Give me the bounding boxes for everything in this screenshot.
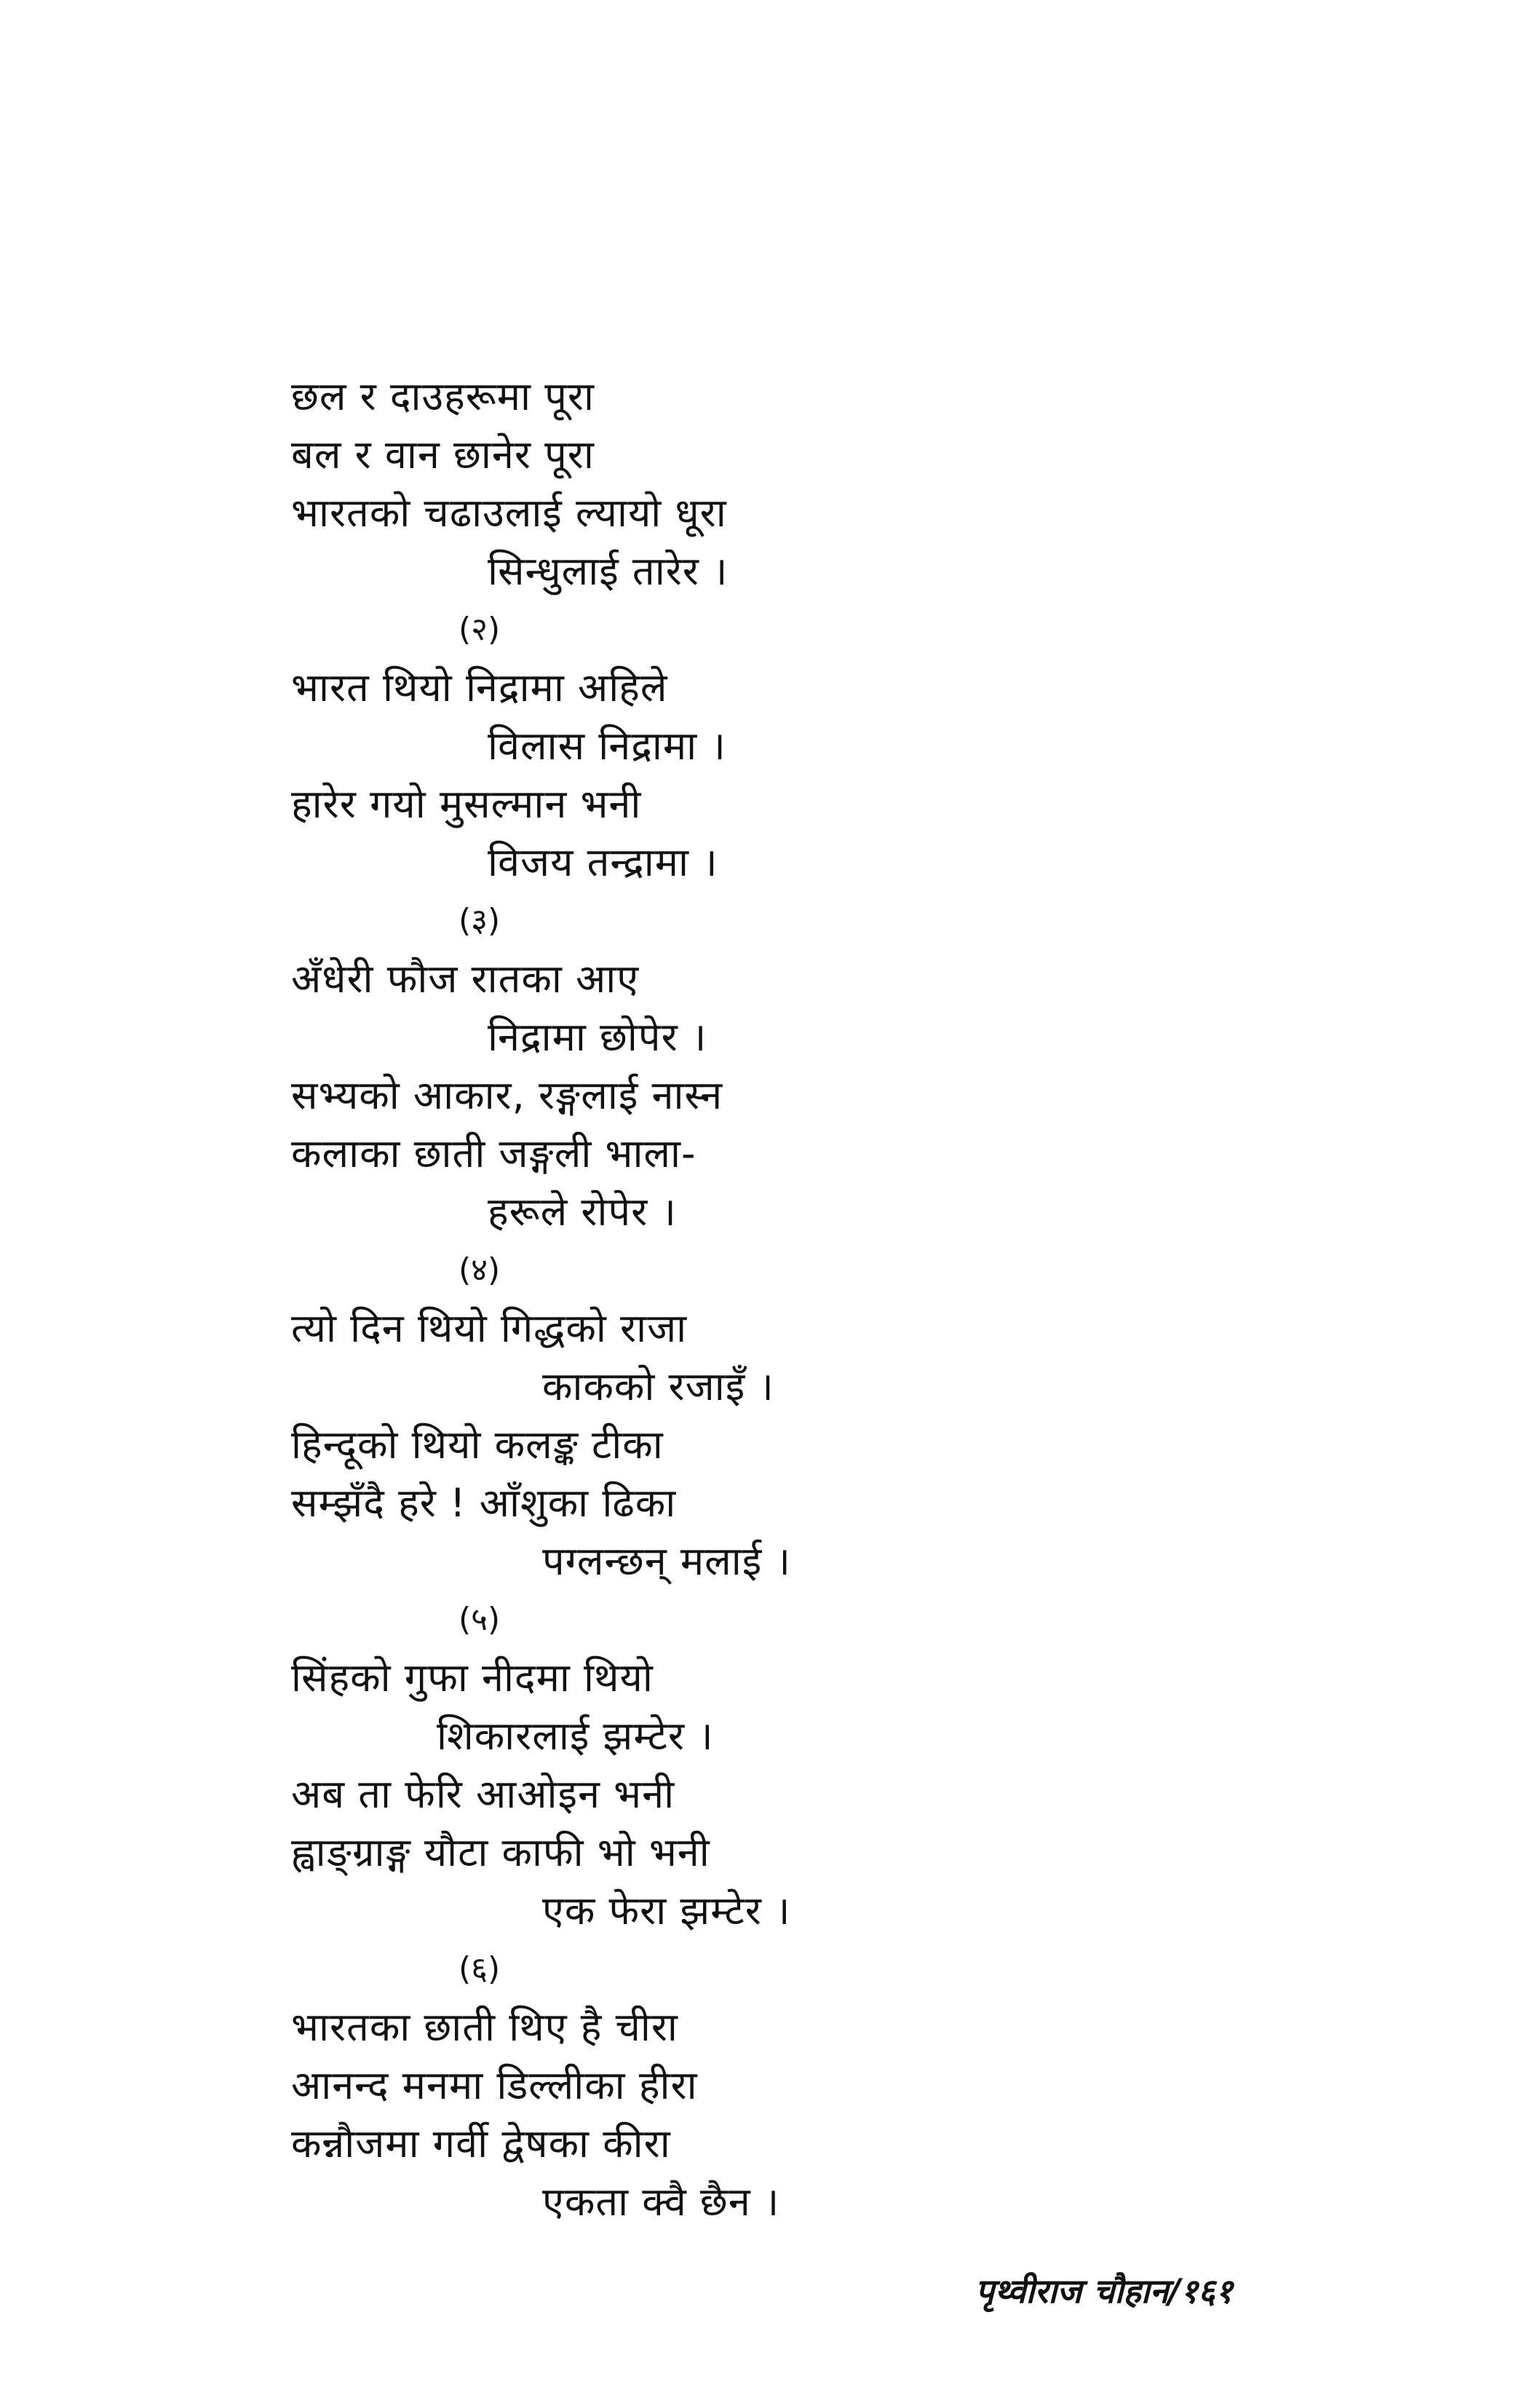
poem-line: विजय तन्द्रामा । xyxy=(488,839,718,885)
poem-line: शिकारलाई झम्टेर । xyxy=(437,1713,714,1759)
poem-line: कलाका छाती जङ्गली भाला- xyxy=(291,1131,696,1176)
poem-line: सिंहको गुफा नीदमा थियो xyxy=(291,1655,654,1701)
poem-line: भारतको चढाउलाई ल्यायो धूरा xyxy=(291,490,727,536)
poem-line: आनन्द मनमा डिल्लीका हीरा xyxy=(291,2062,698,2108)
poem-line: अब ता फेरि आओइन भनी xyxy=(291,1771,675,1817)
stanza-number: (३) xyxy=(459,902,501,939)
stanza-number: (५) xyxy=(459,1601,501,1638)
poem-line: बल र वान छानेर पूरा xyxy=(291,432,595,478)
poem-line: हिन्दूको थियो कलङ्क टीका xyxy=(291,1422,664,1468)
poem-line: पग्लन्छन् मलाई । xyxy=(542,1538,791,1584)
poem-line: सभ्यको आकार, रङ्गलाई नास्न xyxy=(291,1072,723,1118)
poem-line: छल र दाउहरूमा पूरा xyxy=(291,373,595,419)
poem-line: एकता क्वै छैन । xyxy=(542,2179,780,2225)
poem-line: भारतका छाती थिए है चीरा xyxy=(291,2004,678,2050)
poem-line: सिन्धुलाई तारेर । xyxy=(488,548,729,594)
stanza-number: (६) xyxy=(459,1950,501,1987)
poem-line: हारेर गयो मुसल्मान भनी xyxy=(291,781,642,827)
poem-line: सम्झँदै हरे ! आँशुका ढिका xyxy=(291,1480,677,1526)
page-footer: पृथ्वीराज चौहान/१६१ xyxy=(975,2271,1233,2311)
poem-line: अँधेरी फौज रातका आए xyxy=(291,956,640,1002)
poem-line: त्यो दिन थियो गिद्धको राजा xyxy=(291,1305,688,1351)
stanza-number: (४) xyxy=(459,1251,501,1289)
poem-line: एक फेरा झम्टेर । xyxy=(542,1888,791,1934)
poem-line: काकको रजाइँ । xyxy=(542,1364,774,1409)
poem-line: ह्वाङ्ग्राङ्ग यौटा काफी भो भनी xyxy=(291,1829,710,1875)
poem-line: हरूले रोपेर । xyxy=(488,1189,677,1235)
stanza-number: (२) xyxy=(459,611,501,648)
poem-body xyxy=(291,368,1237,2231)
poem-line: कन्नौजमा गर्वी द्वेषका कीरा xyxy=(291,2121,671,2166)
poem-line: निद्रामा छोपेर । xyxy=(488,1014,707,1060)
poem-line: भारत थियो निद्रामा अहिले xyxy=(291,665,668,711)
poem-line: विलास निद्रामा । xyxy=(488,723,726,769)
